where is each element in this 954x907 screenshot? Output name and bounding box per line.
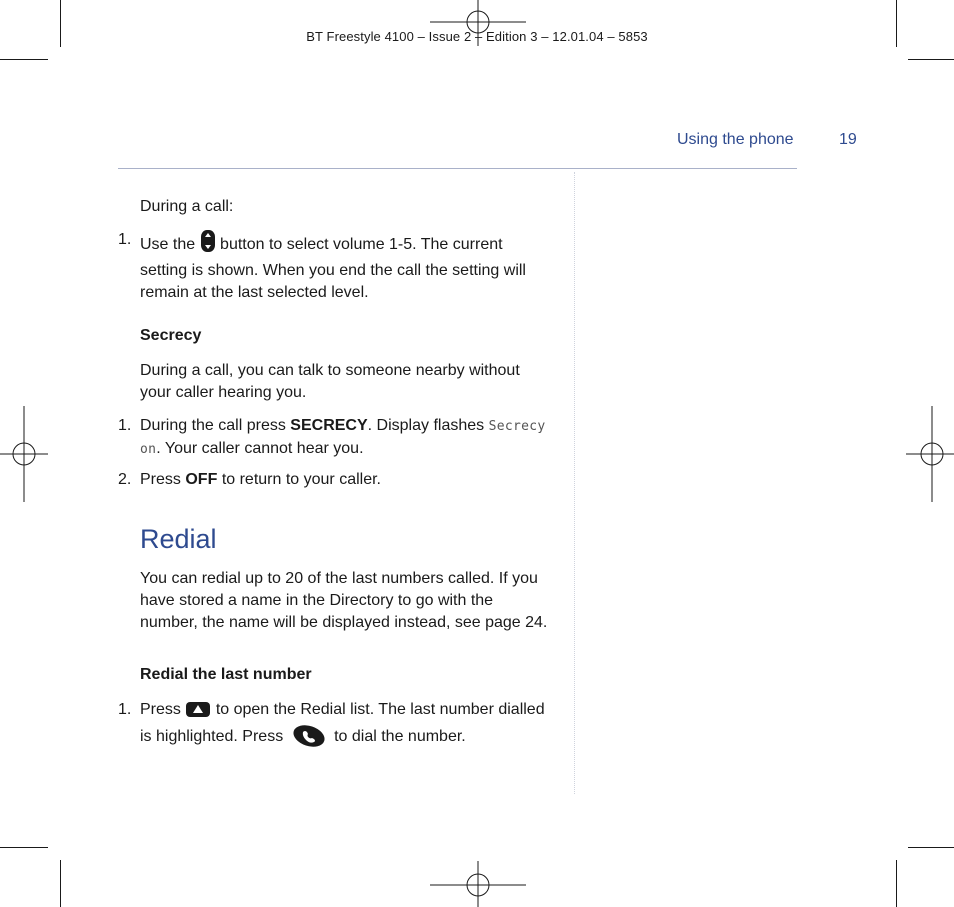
up-arrow-button-icon [185,701,211,725]
secrecy-step-1: During the call press SECRECY. Display flashes Secrecy on. Your caller cannot hear you. [140,417,546,457]
running-head-section: Using the phone [677,131,794,148]
print-slug: BT Freestyle 4100 – Issue 2 – Edition 3 – 12.01.04 – 5853 [306,29,648,44]
off-key: OFF [185,471,218,488]
volume-up-down-button-icon [200,229,216,260]
secrecy-heading: Secrecy [140,327,202,344]
crop-mark [60,860,61,907]
registration-mark-icon [906,406,954,502]
lcd-text: on [140,442,157,457]
page-number: 19 [839,131,857,148]
crop-mark [896,860,897,907]
secrecy-key: SECRECY [290,417,368,434]
crop-mark [0,847,48,848]
list-number: 1. [118,417,132,434]
crop-mark [0,59,48,60]
crop-mark [908,59,954,60]
list-number: 2. [118,471,132,488]
lcd-text: Secrecy [488,419,546,434]
talk-handset-button-icon [292,725,326,754]
list-number: 1. [118,231,132,248]
crop-mark [908,847,954,848]
section-title: Redial [140,524,217,554]
redial-intro: You can redial up to 20 of the last numbers called. If you have stored a name in the Directory to go with the number, the name will be displayed instead, see page 24. [140,570,548,631]
volume-step-1: Use the button to select volume 1-5. The current setting is shown. When you end the call the setting will remain at the last selected level. [140,229,560,304]
header-rule [118,168,797,169]
secrecy-intro: During a call, you can talk to someone nearby without your caller hearing you. [140,362,520,401]
volume-intro: During a call: [140,198,234,215]
redial-step-1: Press to open the Redial list. The last number dialled is highlighted. Press to dial the number. [140,699,570,754]
registration-mark-icon [430,861,526,907]
redial-subheading: Redial the last number [140,666,312,683]
registration-mark-icon [0,406,48,502]
secrecy-step-2: Press OFF to return to your caller. [140,471,381,488]
column-divider [574,172,575,794]
list-number: 1. [118,701,132,718]
